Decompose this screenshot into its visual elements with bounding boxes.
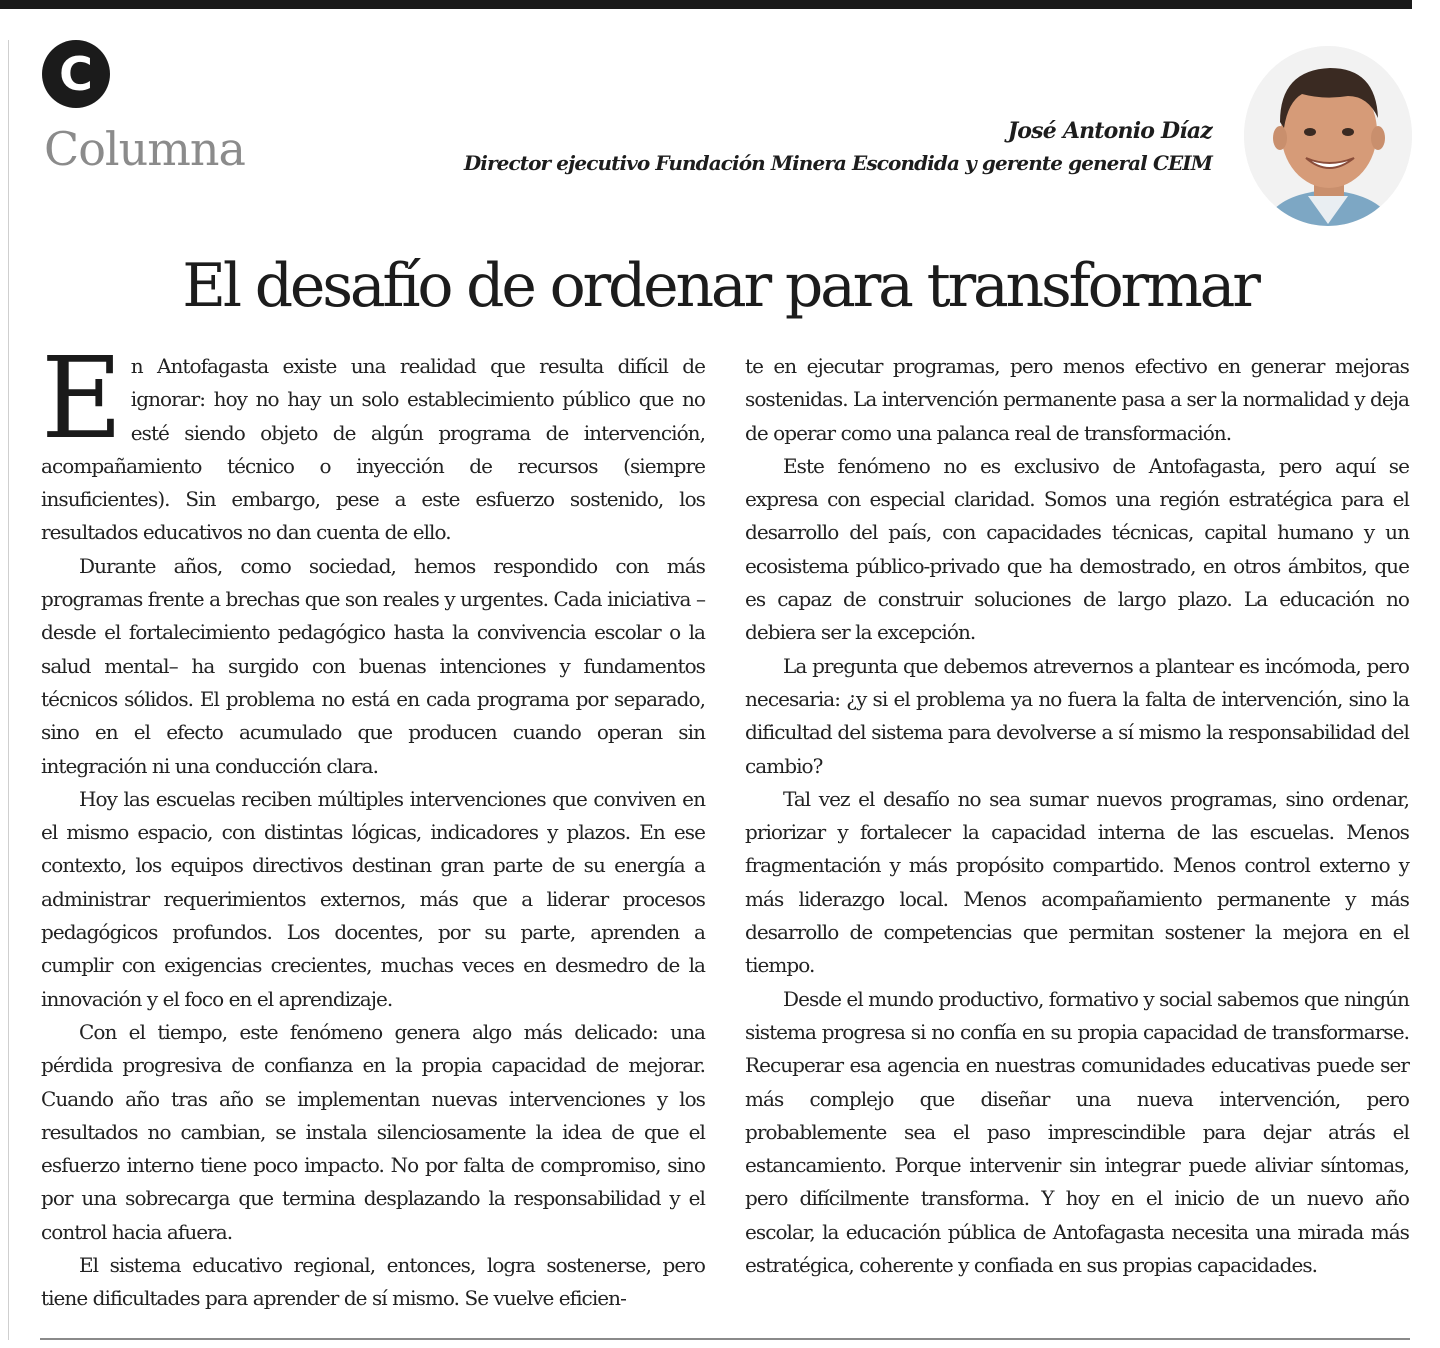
paragraph <box>41 334 705 550</box>
column-badge-icon: C <box>42 40 110 108</box>
paragraph: Desde el mundo productivo, formativo y social sabemos que ningún sistema progresa si no confía en su propia capacidad de transformarse. Recuperar esa agencia en nuestras comunidades educativas puede ser más complejo que diseñar una nueva intervención, pero probablemente sea el paso imprescindible para dejar atrás el estancamiento. Porque intervenir sin integrar puede aliviar síntomas, pero difícilmente transforma. Y hoy en el inicio de un nuevo año escolar, la educación pública de Antofagasta necesita una mirada más estratégica, coherente y confiada en sus propias capacidades. <box>745 986 1409 1278</box>
paragraph: Este fenómeno no es exclusivo de Antofagasta, pero aquí se expresa con especial claridad. Somos una región estratégica para el desarrollo del país, con capacidades técnicas, capital humano y un ecosistema público-privado que ha demostrado, en otros ámbitos, que es capaz de construir soluciones de largo plazo. La educación no debiera ser la excepción. <box>745 453 1409 645</box>
paragraph: El sistema educativo regional, entonces, logra sostenerse, pero tiene dificultades para aprender de sí mismo. Se vuelve eficien- <box>41 1253 705 1311</box>
article-column-left <box>41 334 705 1316</box>
paragraph: Tal vez el desafío no sea sumar nuevos programas, sino ordenar, priorizar y fortalecer la capacidad interna de las escuelas. Menos fragmentación y más propósito compartido. Menos control externo y más liderazgo local. Menos acompañamiento permanente y más desarrollo de competencias que permitan sostener la mejora en el tiempo. <box>745 786 1409 978</box>
author-name: José Antonio Díaz <box>1007 118 1212 144</box>
author-role: Director ejecutivo Fundación Minera Escondida y gerente general CEIM <box>463 151 1212 175</box>
byline <box>464 116 1212 180</box>
article-column-right <box>745 350 1409 1282</box>
paragraph: Hoy las escuelas reciben múltiples intervenciones que conviven en el mismo espacio, con distintas lógicas, indicadores y plazos. En ese contexto, los equipos directivos destinan gran parte de su energía a administrar requerimientos externos, más que a liderar procesos pedagógicos profundos. Los docentes, por su parte, aprenden a cumplir con exigencias crecientes, muchas veces en desmedro de la innovación y el foco en el aprendizaje. <box>41 786 705 1011</box>
paragraph: te en ejecutar programas, pero menos efectivo en generar mejoras sostenidas. La intervención permanente pasa a ser la normalidad y deja de operar como una palanca real de transformación. <box>745 354 1409 445</box>
bottom-rule <box>40 1338 1410 1340</box>
top-rule <box>0 0 1412 9</box>
paragraph-text: n Antofagasta existe una realidad que resulta difícil de ignorar: hoy no hay un solo establecimiento público que no esté siendo objeto de algún programa de intervención, acompañamiento técnico o inyección de recursos (siempre insuficientes). Sin embargo, pese a este esfuerzo sostenido, los resultados educativos no dan cuenta de ello. <box>41 354 705 545</box>
drop-cap: E <box>41 334 123 464</box>
paragraph: Con el tiempo, este fenómeno genera algo más delicado: una pérdida progresiva de confianza en la propia capacidad de mejorar. Cuando año tras año se implementan nuevas intervenciones y los resultados no cambian, se instala silenciosamente la idea de que el esfuerzo interno tiene poco impacto. No por falta de compromiso, sino por una sobrecarga que termina desplazando la responsabilidad y el control hacia afuera. <box>41 1019 705 1244</box>
section-label: Columna <box>44 122 245 176</box>
paragraph: Durante años, como sociedad, hemos respondido con más programas frente a brechas que son reales y urgentes. Cada iniciativa –desde el fortalecimiento pedagógico hasta la convivencia escolar o la salud mental– ha surgido con buenas intenciones y fundamentos técnicos sólidos. El problema no está en cada programa por separado, sino en el efecto acumulado que producen cuando operan sin integración ni una conducción clara. <box>41 553 705 778</box>
headline: El desafío de ordenar para transformar <box>182 251 1258 321</box>
paragraph: La pregunta que debemos atrevernos a plantear es incómoda, pero necesaria: ¿y si el problema ya no fuera la falta de intervención, sino la dificultad del sistema para devolverse a sí mismo la responsabilidad del cambio? <box>745 653 1409 778</box>
page-edge-rule <box>8 40 9 1340</box>
author-photo <box>1244 46 1412 226</box>
